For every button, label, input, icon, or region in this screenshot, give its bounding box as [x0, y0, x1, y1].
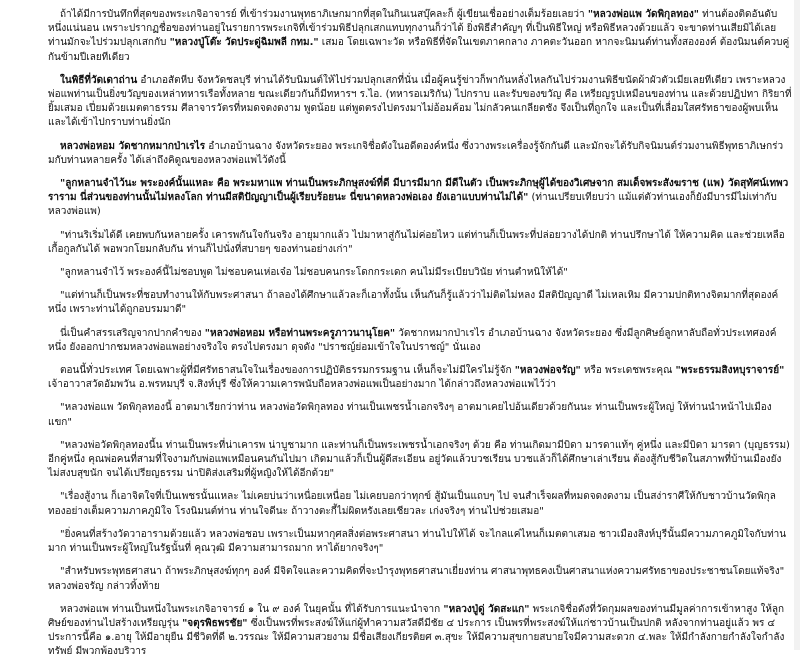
paragraph-5 [48, 229, 792, 257]
bold-text: "พระธรรมสิงหบุราจารย์" [675, 365, 785, 377]
body-text: ซึ่งเป็นพรที่พระสงฆ์ให้แก่ผู้ทำความสวัสดีมีชัย ๔ ประการ เป็นพรที่พระสงฆ์ให้แก่ชาวบ้านเป็นปกติ หลังจากท่านอยู่แล้ว พร ๔ ประการนี้คือ ๑.อายุ ให้มีอายุยืน มีชีวิตที่ดี ๒.วรรณะ ให้มีความสวยงาม มีชื่อเสียงเกียรติยศ ๓.สุขะ ให้มีความสุขกายสบายใจมีความสะดวก ๔.พละ ให้มีกำลังกายกำลังใจกำลังทรัพย์ มีพวกพ้องบริวาร [48, 617, 785, 658]
body-text: หลวงพ่อแพ ท่านเป็นหนึ่งในพระเกจิอาจารย์ ๑ ใน ๙ องค์ ในยุคนั้น ที่ได้รับการแนะนำจาก [60, 603, 444, 615]
paragraph-7 [48, 289, 792, 317]
paragraph-4 [48, 177, 792, 220]
body-text: "สำหรับพระพุทธศาสนา ถ้าพระภิกษุสงฆ์ทุกๆ องค์ มีจิตใจและความคิดที่จะบำรุงพุทธศาสนาเยี่ยงท่าน ศาสนาพุทธคงเป็นศาสนาแห่งความศรัทธาของประชาชนโดยแท้จริง" หลวงพ่อจรัญ กล่าวทิ้งท้าย [48, 566, 785, 592]
paragraph-2 [48, 74, 792, 131]
body-text: "ลูกหลานจำไว้ พระองค์นี้ไม่ชอบพูด ไม่ชอบคนเห่อเจ๋อ ไม่ชอบคนกระโดกกระเดก คนไม่มีระเบียบวินัย ท่านตำหนิให้ได้" [60, 267, 568, 279]
bold-text: ในพิธีที่วัดเดาถ่าน [60, 74, 138, 86]
body-text: อำเภอบ้านฉาง จังหวัดระยอง พระเกจิชื่อดังในอดีตองค์หนึ่ง ซึ่งวางพระเครื่องรู้จักกันดี และมักจะได้รับกิจนิมนต์ร่วมงานพิธีพุทธาภิเษกร่วมกับท่านหลายครั้ง ได้เล่าถึงคิดูณของหลวงพ่อแพไว้ดังนี้ [48, 140, 784, 166]
body-text: เจ้าอาวาสวัดอัมพวัน อ.พรหมบุรี จ.สิงห์บุรี ซึ่งให้ความเคารพนับถือหลวงพ่อแพเป็นอย่างมาก ได้กล่าวถึงหลวงพ่อแพไว้ว่า [48, 379, 556, 391]
body-text: หรือ พระเดชพระคุณ [580, 365, 676, 377]
paragraph-6 [48, 266, 792, 280]
body-text: ท่านต้องติดอันดับหนึ่งแน่นอน เพราะปรากฏชื่อของท่านอยู่ในรายการพระเกจิที่เข้าร่วมพิธีปลุกเสกแทบทุกงานก็ว่าได้ ยิ่งพิธีสำคัญๆ ที่เป็นพิธีใหญ่ หรือพิธีหลวงด้วยแล้ว จะขาดท่านเสียมิได้เลยท่านมักจะไปร่วมปลุกเสกกับ [48, 9, 778, 49]
body-text: "เรื่องสู้งาน ก็เอาจิตใจที่เป็นเพชรนั้นแหละ ไม่เคยบ่นว่าเหนื่อยเหนื่อย ไม่เคยบอกว่าทุกข์ สู้มันเป็นแถบๆ ไป จนสำเร็จผลที่หมดจดงดงาม เป็นสง่าราศีให้กับชาวบ้านวัดพิกุลทองอย่างเต็มความภาคภูมิใจ โรงนิมนต์ท่าน ท่านใจดีนะ ถ้าวางตะกี้ไม่ผิดหรังเลยเชียวละ เก่งจริงๆ ท่านไปช่วยเสมอ" [48, 491, 776, 517]
body-text: อำเภอสัตหีบ จังหวัดชลบุรี ท่านได้รับนิมนต์ให้ไปร่วมปลุกเสกที่นั่น เมื่อผู้คนรู้ข่าวก็พากันหลั่งไหลกันไปร่วมงานพิธีขนัดผ้าผัวตัวเมียเลยทีเดียว เพราะหลวงพ่อแพท่านเป็นยิ่งขวัญของเหล่าทหารเรือทั้งหลาย ขณะเดียวกันก็มีทหารฯ ร.ไอ. (ทหารอเมริกัน) ไปกราบ และรับของขวัญ คือ เหรียญรูปเหมือนของท่าน และด้วยปฏิปทา กิริยาที่ยิ้มเสมอ เปี่ยมด้วยเมตตาธรรม ศีลาจารวัตรที่หมดจดงดงาม พูดน้อย แต่พูดตรงไปตรงมาไม่อ้อมค้อม ไม่กลัวคนเกลียดชัง จึงเป็นที่ถูกใจ และเป็นที่เลื่อมใสศรัทธาของผู้พบเห็น และได้เข้าไปกราบท่านยิ่งนัก [48, 74, 792, 129]
paragraph-13 [48, 528, 792, 556]
bold-text: "หลวงปู่โต๊ะ วัดประดู่ฉิมพลี กทม." [169, 37, 319, 49]
bold-text: "หลวงปู่ดู่ วัดสะแก" [443, 603, 530, 615]
paragraph-12 [48, 490, 792, 518]
bold-text: หลวงพ่อหอม วัดชากหมากป่าเรไร [60, 140, 206, 152]
paragraph-3 [48, 140, 792, 168]
body-text: (ท่านเปรียบเทียบว่า แม้แต่ตัวท่านเองก็ยังมีบารมีไม่เท่ากับหลวงพ่อแพ) [48, 192, 777, 218]
body-text: ตอนนี้ทั่วประเทศ โดยเฉพาะผู้ที่มีศรัทธาสนใจในเรื่องของการปฏิบัติธรรมกรรมฐาน เห็นก็จะไม่มีใครไม่รู้จัก [60, 365, 515, 377]
body-text: วัดชากหมากป่าเรไร อำเภอบ้านฉาง จังหวัดระยอง ซึ่งมีลูกศิษย์ลูกหาลับถือทั่วประเทศองค์หนึ่ง ยังออกปากชมหลวงพ่อแพอย่างจริงใจ ตรงไปตรงมา ดุจดัง "ปราชญ์ย่อมเข้าใจในปราชญ์" นั่นเอง [48, 327, 777, 353]
paragraph-14 [48, 565, 792, 593]
bold-text: "หลวงพ่อแพ วัดพิกุลทอง" [587, 9, 699, 20]
vertical-scrollbar[interactable] [794, 0, 800, 650]
body-text: "แต่ท่านก็เป็นพระที่ชอบทำงานให้กับพระศาสนา ถ้าลองได้ศึกษาแล้วละก็เอาทั้งนั้น เห็นกันก็รู้แล้วว่าไม่ติดไม่หลง มีสติปัญญาดี ไม่เหลเหิม มีความปกติทางจิตมากที่สุดองค์หนึ่ง เพราะท่านได้ถูกอบรมมาดี" [48, 290, 779, 316]
body-text: พระเกจิชื่อดังที่วัดกุมผลของท่านมีมูลค่าการเข้าหาสูง ให้ลูกศิษย์ของท่านไปสร้างเหรียญรุ่น [48, 603, 785, 629]
paragraph-1 [48, 8, 792, 65]
paragraph-8 [48, 327, 792, 355]
article-body [48, 8, 792, 658]
paragraph-15 [48, 603, 792, 660]
body-text: "หลวงพ่อวัดพิกุลทองนี้น ท่านเป็นพระที่น่าเคารพ น่าบูชามาก และท่านก็เป็นพระเพชรน้ำเอกจริงๆ ด้วย คือ ท่านเกิดมามีบิดา มารดาแท้ๆ คู่หนึ่ง และมีบิดา มารดา (บุญธรรม) อีกคู่หนึ่ง คุณพ่อคนที่สามที่ใจงามกับพ่อแพเหมือนคนกันไปมา เกิดมาแล้วก็เป็นผู้ดีสะเอียน อยู่วัดแล้วบวชเรียน บวชแล้วก็ได้ศึกษาเล่าเรียน ต้องสู้กับชีวิตในสภาพที่บ้านเมืองยังไม่สงบสุขนัก จนได้เปรียญธรรม น่าปิติส่งเสริมที่ผู้หญิงให้ได้อีกด้วย" [48, 439, 790, 480]
bold-text: "ลูกหลานจำไว้นะ พระองค์นั้นแหละ คือ พระมหาแพ ท่านเป็นพระภิกษุสงฆ์ที่ดี มีบารมีมาก มีดีในตัว เป็นพระภิกษุผู้ได้ของวิเศษจาก สมเด็จพระสังฆราช (แพ) วัดสุทัศน์เทพวราราม นี่ส่วนของท่านนั้นไม่หลงโลก ท่านมีสติปัญญาเป็นผู้เรียบร้อยนะ นี่ขนาดหลวงพ่อเอง ยังเอาแบบท่านไม่ได้" [48, 178, 789, 204]
bold-text: "จตุรพิธพรชัย" [182, 617, 248, 629]
bold-text: "หลวงพ่อจรัญ" [514, 365, 581, 377]
bold-text: "หลวงพ่อหอม หรือท่านพระครูภาวนานุโยค" [204, 327, 396, 339]
body-text: "ยิ่งคนที่สร้างวัดวาอารามด้วยแล้ว หลวงพ่อชอบ เพราะเป็นมหากุศลสิ่งต่อพระศาสนา ท่านไปให้ได้ จะไกลแค่ไหนก็เมตตาเสมอ ชาวเมืองสิงห์บุรีนั้นมีความภาคภูมิใจกับท่านมาก ท่านเป็นพระผู้ใหญ่ในรัฐนั้นที่ คุณวุฒิ มีความสามารถมาก หาได้ยากจริงๆ" [48, 528, 787, 555]
paragraph-11 [48, 439, 792, 482]
body-text: เสมอ โดยเฉพาะวัด หรือพิธีที่จัดในเขตภาคกลาง ภาคตะวันออก หากจะนิมนต์ท่านทั้งสององค์ ต้องนิมนต์ควบคู่กันข้ามปีเลยทีเดียว [48, 37, 790, 63]
body-text: "ท่านริเริ่มได้ดี เคยพบกันหลายครั้ง เคารพกันใจกันจริง อายุมากแล้ว ไปมาหาสู่กันไม่ค่อยไหว แต่ท่านก็เป็นพระที่ปล่อยวางได้ปกติ ท่านปรึกษาได้ ให้ความคิด และช่วยเหลือเกื้อกูลกันได้ พอพวกโยมกลับกัน ท่านก็ไปนั่งที่สบายๆ ของท่านอย่างเก่า" [48, 229, 785, 255]
body-text: นี่เป็นคำสรรเสริญจากปากคำของ [60, 327, 205, 339]
paragraph-10 [48, 401, 792, 429]
paragraph-9 [48, 364, 792, 392]
body-text: "หลวงพ่อแพ วัดพิกุลทองนี้ อาตมาเรียกว่าท่าน หลวงพ่อวัดพิกุลทอง ท่านเป็นเพชรน้ำเอกจริงๆ อาตมาเคยไปอ้นเดียวด้วยกันนะ ท่านเป็นพระผู้ใหญ่ ให้ท่านนำหน้าไปเมืองแขก" [48, 402, 772, 428]
body-text: ถ้าได้มีการบันทึกที่สุดของพระเกจิอาจารย์ ที่เข้าร่วมงานพุทธาภิเษกมากที่สุดในกินเนสบุ๊คละก็ ผู้เขียนเชื่ออย่างเต็มร้อยเลยว่า [60, 9, 588, 20]
